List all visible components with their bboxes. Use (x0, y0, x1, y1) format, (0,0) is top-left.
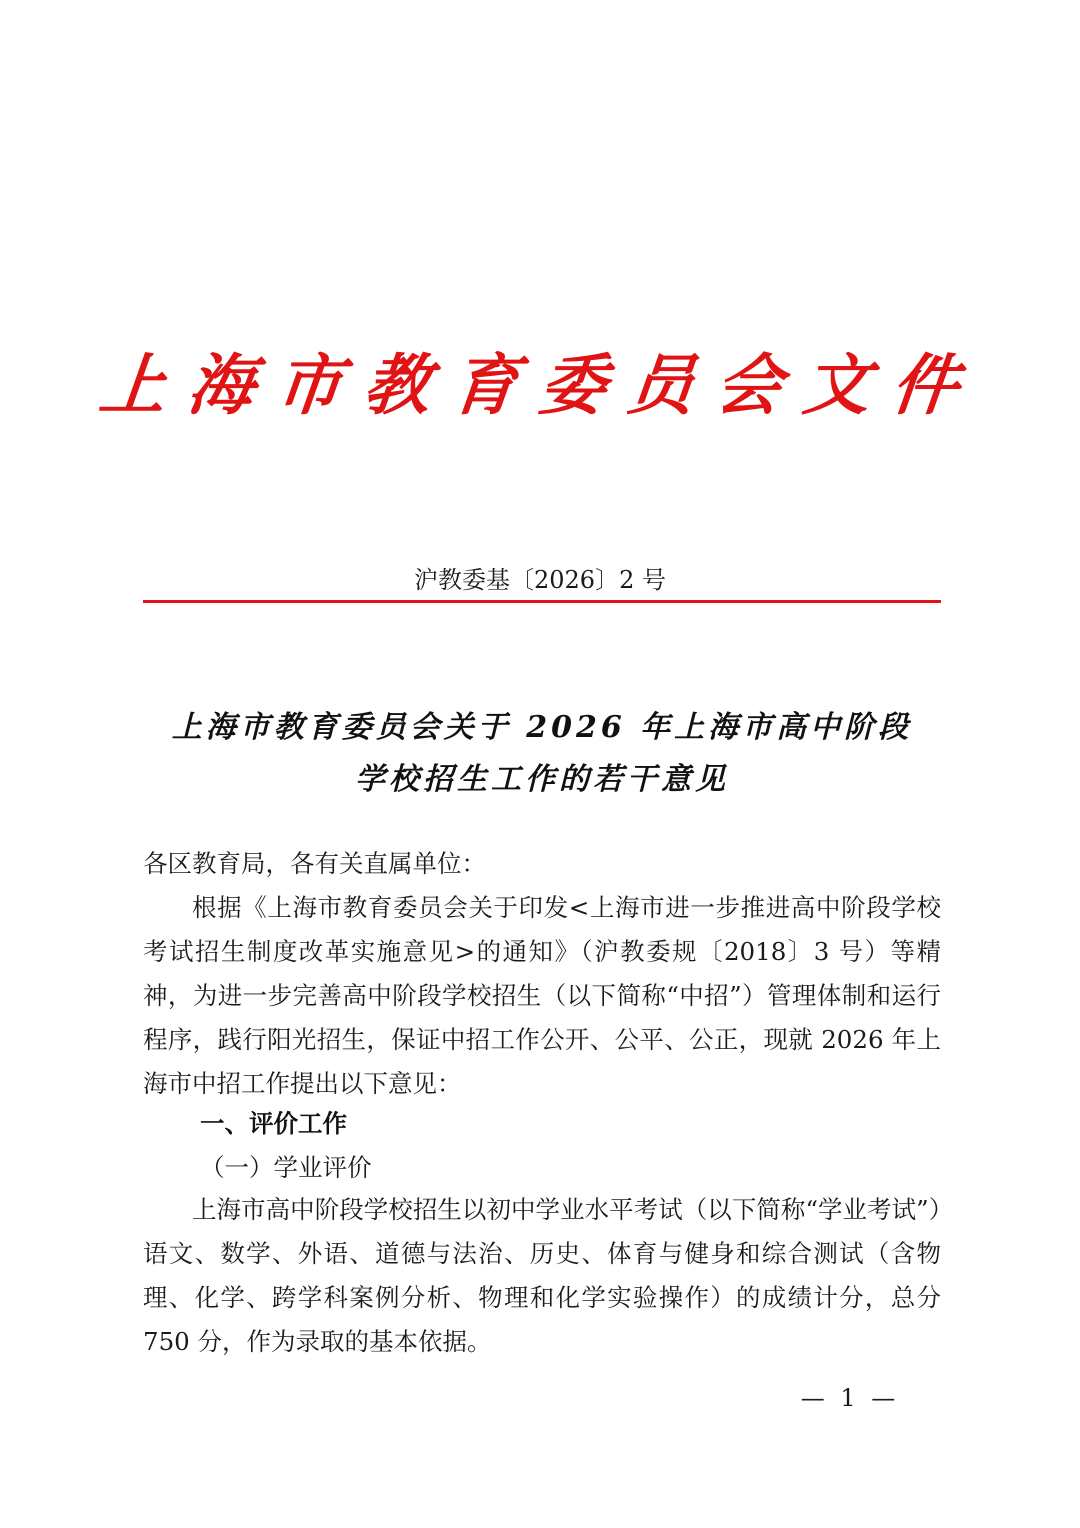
red-divider-line (143, 600, 941, 603)
intro-paragraph-text: 根据《上海市教育委员会关于印发<上海市进一步推进高中阶段学校考试招生制度改革实施意见>的通知》（沪教委规〔2018〕3 号）等精神，为进一步完善高中阶段学校招生（以下简称“中招”）管理体制和运行程序，践行阳光招生，保证中招工作公开、公平、公正，现就 2026 年上海市中招工作提出以下意见： (143, 893, 941, 1098)
intro-paragraph (143, 886, 941, 1106)
page-number: — 1 — (800, 1384, 900, 1412)
masthead-title: 上海市教育委员会文件 (95, 346, 985, 424)
document-title (143, 702, 941, 806)
section-heading: 一、评价工作 (200, 1109, 347, 1138)
document-title-line-2: 学校招生工作的若干意见 (355, 762, 729, 797)
subsection-heading: （一）学业评价 (200, 1153, 372, 1182)
document-number: 沪教委基〔2026〕2 号 (414, 566, 666, 594)
academic-evaluation-paragraph (143, 1188, 941, 1364)
salutation: 各区教育局，各有关直属单位： (143, 849, 486, 878)
document-title-line-1: 上海市教育委员会关于 2026 年上海市高中阶段 (171, 710, 913, 745)
academic-evaluation-paragraph-text: 上海市高中阶段学校招生以初中学业水平考试（以下简称“学业考试”）语文、数学、外语、道德与法治、历史、体育与健身和综合测试（含物理、化学、跨学科案例分析、物理和化学实验操作）的成绩计分，总分 750 分，作为录取的基本依据。 (143, 1195, 941, 1356)
